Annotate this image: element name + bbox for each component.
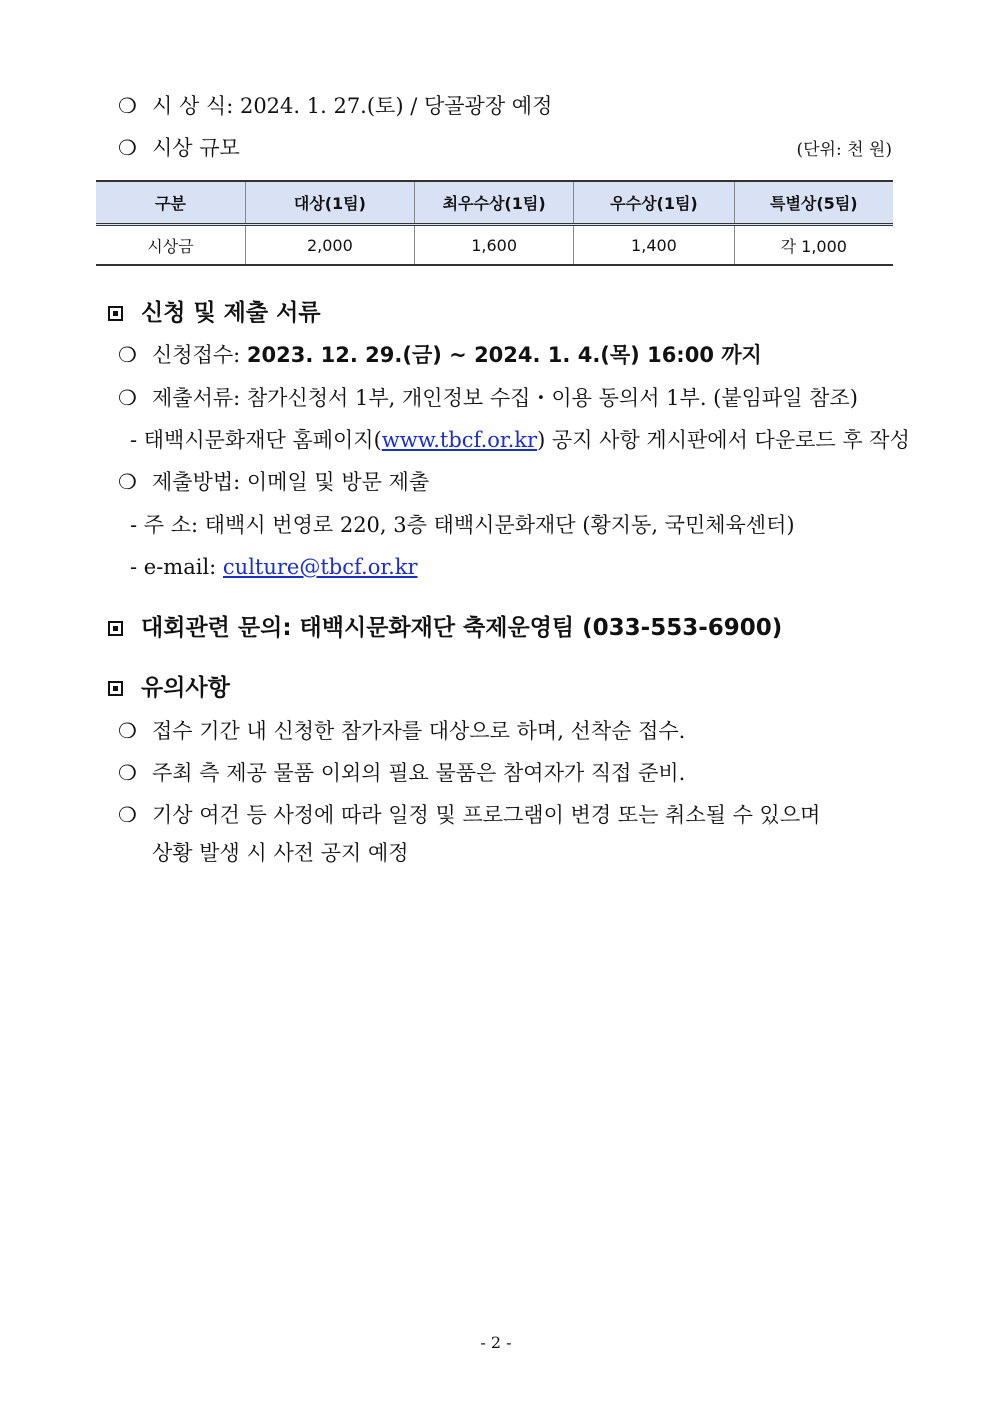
table-cell: 1,600 [414, 225, 573, 266]
download-pre: - 태백시문화재단 홈페이지( [130, 428, 382, 452]
table-header: 대상(1팀) [245, 181, 414, 225]
documents-line: 제출서류: 참가신청서 1부, 개인정보 수집・이용 동의서 1부. (붙임파일 참조) [152, 386, 858, 410]
table-cell: 1,400 [574, 225, 734, 266]
address-line: - 주 소: 태백시 번영로 220, 3층 태백시문화재단 (황지동, 국민체육센터) [130, 513, 795, 537]
email-link[interactable]: culture@tbcf.or.kr [222, 555, 418, 579]
table-header: 우수상(1팀) [574, 181, 734, 225]
bullet-icon: ❍ [118, 136, 137, 160]
bullet-icon: ❍ [118, 470, 137, 494]
table-header: 구분 [96, 181, 245, 225]
download-line [130, 426, 910, 454]
section-box-icon [108, 306, 123, 321]
period-value: 2023. 12. 29.(금) ~ 2024. 1. 4.(목) 16:00 까지 [246, 343, 762, 367]
note-item-continuation: 상황 발생 시 사전 공지 예정 [152, 841, 409, 865]
ceremony-line: 시 상 식: 2024. 1. 27.(토) / 당골광장 예정 [152, 94, 553, 118]
table-cell: 시상금 [96, 225, 245, 266]
download-post: ) 공지 사항 게시판에서 다운로드 후 작성 [537, 428, 910, 452]
table-header: 특별상(5팀) [734, 181, 893, 225]
section-title-application: 신청 및 제출 서류 [141, 300, 321, 326]
bullet-icon: ❍ [118, 386, 137, 410]
section-box-icon [108, 621, 123, 636]
period-label: 신청접수: [152, 343, 241, 367]
section-title-notes: 유의사항 [141, 675, 230, 701]
table-header-row [96, 181, 893, 225]
bullet-icon: ❍ [118, 803, 137, 827]
note-item: 기상 여건 등 사정에 따라 일정 및 프로그램이 변경 또는 취소될 수 있으며 [152, 803, 821, 827]
application-period [152, 341, 762, 369]
bullet-icon: ❍ [118, 761, 137, 785]
note-item: 주최 측 제공 물품 이외의 필요 물품은 참여자가 직접 준비. [152, 761, 686, 785]
unit-label: (단위: 천 원) [796, 140, 892, 160]
page-number: - 2 - [480, 1333, 512, 1352]
table-header: 최우수상(1팀) [414, 181, 573, 225]
bullet-icon: ❍ [118, 719, 137, 743]
method-line: 제출방법: 이메일 및 방문 제출 [152, 470, 430, 494]
table-row [96, 225, 893, 266]
email-label: - e-mail: [130, 555, 223, 579]
table-cell: 각 1,000 [734, 225, 893, 266]
scale-title: 시상 규모 [152, 136, 240, 160]
homepage-link[interactable]: www.tbcf.or.kr [381, 428, 538, 452]
prize-table [96, 180, 893, 266]
bullet-icon: ❍ [118, 343, 137, 367]
table-cell: 2,000 [245, 225, 414, 266]
bullet-icon: ❍ [118, 94, 137, 118]
section-title-inquiry: 대회관련 문의: 태백시문화재단 축제운영팀 (033-553-6900) [141, 615, 783, 641]
note-item: 접수 기간 내 신청한 참가자를 대상으로 하며, 선착순 접수. [152, 719, 686, 743]
section-box-icon [108, 681, 123, 696]
email-line [130, 553, 418, 581]
